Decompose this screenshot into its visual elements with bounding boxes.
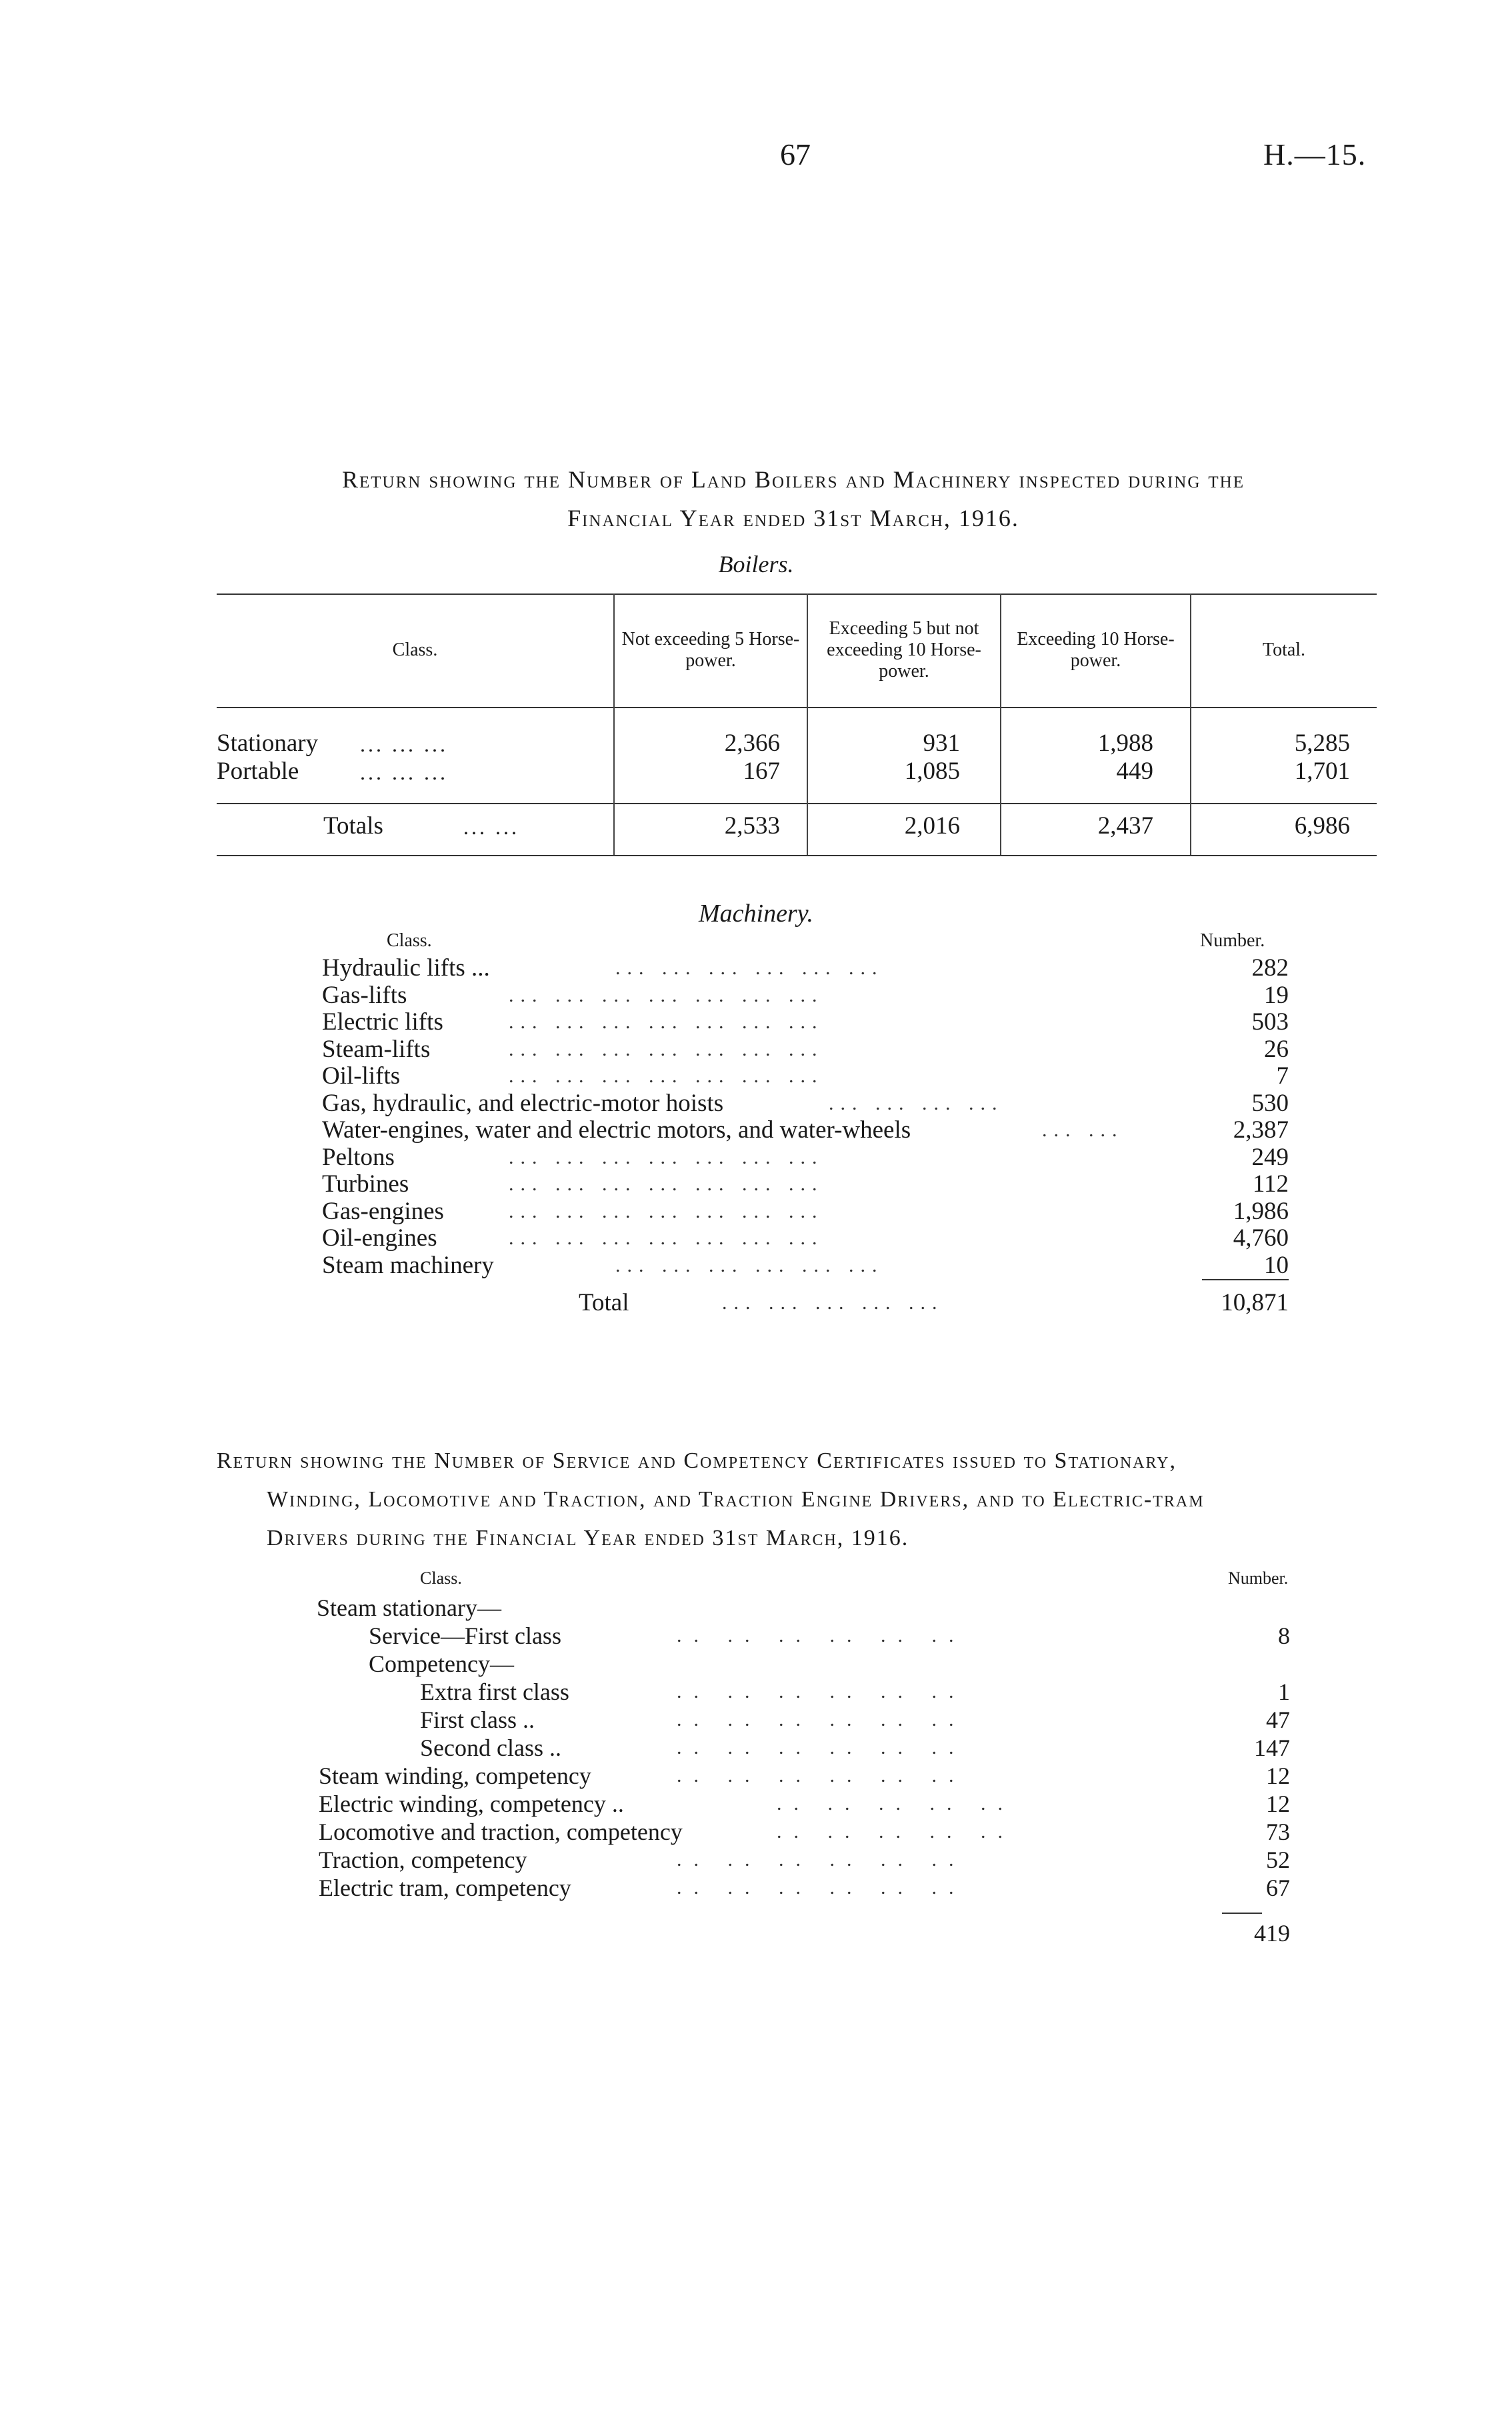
item-value: 147 xyxy=(1254,1734,1290,1761)
certificates-title-line-1: Return showing the Number of Service and Competency Certificates issued to Stationary, xyxy=(217,1448,1177,1473)
certificates-title-line-2: Winding, Locomotive and Traction, and Traction Engine Drivers, and to Electric-tram xyxy=(267,1487,1205,1512)
total-rule xyxy=(1222,1913,1262,1914)
boilers-title-line-2: Financial Year ended 31st March, 1916. xyxy=(567,505,1019,531)
row-label-portable: Portable xyxy=(217,758,299,785)
boilers-table xyxy=(217,593,1377,858)
item-label: Gas-engines xyxy=(322,1197,444,1225)
boilers-title-line-1: Return showing the Number of Land Boilers and Machinery inspected during the xyxy=(342,466,1245,493)
item-label: Electric lifts xyxy=(322,1008,443,1036)
item-value: 4,760 xyxy=(1233,1224,1289,1252)
list-item: Electric winding, competency .. .. .. .. .. .. 12 xyxy=(319,1790,1290,1817)
item-value: 530 xyxy=(1251,1089,1289,1117)
list-item: Gas-lifts ... ... ... ... ... ... ... 19 xyxy=(322,981,1289,1009)
item-value: 12 xyxy=(1266,1790,1290,1817)
table-cell: 2,533 xyxy=(724,812,780,840)
table-cell: 6,986 xyxy=(1294,812,1350,840)
item-label: Hydraulic lifts ... xyxy=(322,954,490,982)
machinery-number-header: Number. xyxy=(1200,930,1265,951)
item-label: Gas, hydraulic, and electric-motor hoists xyxy=(322,1089,724,1117)
leader-dots: ... ... ... xyxy=(360,760,448,784)
item-value: 503 xyxy=(1251,1008,1289,1036)
list-item: Second class .. .. .. .. .. .. .. 147 xyxy=(420,1734,1290,1761)
table-cell: 1,988 xyxy=(1097,730,1153,757)
page-number: 67 xyxy=(780,137,811,171)
list-item: Peltons ... ... ... ... ... ... ... 249 xyxy=(322,1143,1289,1171)
boilers-subtitle: Boilers. xyxy=(718,551,794,577)
item-value: 73 xyxy=(1266,1818,1290,1845)
item-value: 12 xyxy=(1266,1762,1290,1789)
table-header-rule xyxy=(217,707,1377,708)
list-item: Turbines ... ... ... ... ... ... ... 112 xyxy=(322,1170,1289,1198)
certificates-return-title xyxy=(217,1442,1390,1558)
item-value: 1,986 xyxy=(1233,1197,1289,1225)
table-totals-rule xyxy=(217,803,1377,804)
list-item xyxy=(317,1594,1290,1622)
list-item: Steam-lifts ... ... ... ... ... ... ... 26 xyxy=(322,1035,1289,1063)
item-label: First class .. xyxy=(420,1706,535,1733)
item-value: 52 xyxy=(1266,1847,1290,1873)
table-bottom-rule xyxy=(217,855,1377,856)
total-label: Total xyxy=(579,1288,629,1316)
list-item: Steam machinery ... ... ... ... ... ... 10 xyxy=(322,1251,1289,1279)
item-value: 112 xyxy=(1252,1170,1289,1198)
item-label: Locomotive and traction, competency xyxy=(319,1818,683,1845)
table-cell: 2,366 xyxy=(724,730,780,757)
list-item: Electric lifts ... ... ... ... ... ... ... 503 xyxy=(322,1008,1289,1036)
item-value: 7 xyxy=(1276,1062,1289,1090)
item-label: Traction, competency xyxy=(319,1847,527,1873)
table-cell: 1,701 xyxy=(1294,758,1350,785)
item-label: Steam stationary— xyxy=(317,1594,501,1621)
list-item: Water-engines, water and electric motors, and water-wheels ... ... 2,387 xyxy=(322,1116,1289,1144)
item-label: Electric tram, competency xyxy=(319,1875,571,1901)
item-value: 1 xyxy=(1278,1678,1290,1705)
list-item xyxy=(317,1650,1290,1678)
item-label: Steam-lifts xyxy=(322,1035,431,1063)
list-item: Steam winding, competency .. .. .. .. .. .. 12 xyxy=(319,1762,1290,1789)
list-item: Electric tram, competency .. .. .. .. .. .. 67 xyxy=(319,1875,1290,1901)
row-label-totals: Totals xyxy=(323,812,383,840)
list-item: Service—First class .. .. .. .. .. .. 8 xyxy=(369,1622,1290,1649)
machinery-class-header: Class. xyxy=(387,930,432,951)
item-label: Steam machinery xyxy=(322,1251,494,1279)
table-cell: 931 xyxy=(923,730,960,757)
certificates-list xyxy=(317,1594,1290,1947)
column-header-exceeding-10: Exceeding 10 Horse-power. xyxy=(1017,629,1175,671)
list-total: Total ... ... ... ... ... 10,871 xyxy=(579,1288,1289,1316)
item-value: 8 xyxy=(1278,1622,1290,1649)
item-label: Oil-lifts xyxy=(322,1062,401,1090)
item-label: Extra first class xyxy=(420,1678,569,1705)
item-label: Electric winding, competency .. xyxy=(319,1790,624,1817)
item-label: Gas-lifts xyxy=(322,981,407,1009)
boilers-return-title xyxy=(193,460,1393,537)
leader-dots: ... ... ... xyxy=(360,732,448,756)
item-label: Service—First class xyxy=(369,1622,561,1649)
machinery-list xyxy=(322,955,1289,1319)
column-header-class: Class. xyxy=(392,640,438,660)
column-header-total: Total. xyxy=(1262,640,1306,660)
item-label: Water-engines, water and electric motors, and water-wheels xyxy=(322,1116,911,1144)
total-value: 419 xyxy=(1254,1920,1290,1947)
item-label: Oil-engines xyxy=(322,1224,437,1252)
item-value: 10 xyxy=(1202,1252,1289,1280)
list-item: Extra first class .. .. .. .. .. .. 1 xyxy=(420,1678,1290,1705)
table-cell: 449 xyxy=(1116,758,1153,785)
certificates-number-header: Number. xyxy=(1228,1568,1289,1588)
list-item: First class .. .. .. .. .. .. .. 47 xyxy=(420,1706,1290,1733)
machinery-subtitle: Machinery. xyxy=(698,900,813,928)
item-value: 2,387 xyxy=(1233,1116,1289,1144)
item-value: 67 xyxy=(1266,1875,1290,1901)
table-cell: 2,016 xyxy=(904,812,960,840)
item-label: Steam winding, competency xyxy=(319,1762,591,1789)
table-cell: 5,285 xyxy=(1294,730,1350,757)
table-cell: 2,437 xyxy=(1097,812,1153,840)
item-label: Peltons xyxy=(322,1143,395,1171)
column-header-not-exceeding-5: Not exceeding 5 Horse-power. xyxy=(621,629,800,671)
list-item: Traction, competency .. .. .. .. .. .. 52 xyxy=(319,1847,1290,1873)
item-label: Competency— xyxy=(369,1650,514,1677)
certificates-title-line-3: Drivers during the Financial Year ended 31st March, 1916. xyxy=(267,1526,909,1550)
item-label: Turbines xyxy=(322,1170,409,1198)
row-label-stationary: Stationary xyxy=(217,730,319,757)
item-value: 47 xyxy=(1266,1706,1290,1733)
item-value: 249 xyxy=(1251,1143,1289,1171)
sheet-reference: H.—15. xyxy=(1263,137,1367,171)
list-total xyxy=(317,1919,1290,1947)
total-rule-row xyxy=(317,1913,1290,1919)
list-item: Gas, hydraulic, and electric-motor hoists ... ... ... ... 530 xyxy=(322,1089,1289,1117)
list-item: Oil-engines ... ... ... ... ... ... ... 4,760 xyxy=(322,1224,1289,1252)
list-item: Hydraulic lifts ... ... ... ... ... ... ... 282 xyxy=(322,954,1289,982)
item-value: 19 xyxy=(1264,981,1289,1009)
list-item: Oil-lifts ... ... ... ... ... ... ... 7 xyxy=(322,1062,1289,1090)
certificates-class-header: Class. xyxy=(420,1568,462,1588)
item-value: 26 xyxy=(1264,1035,1289,1063)
total-value: 10,871 xyxy=(1221,1288,1289,1316)
column-header-5-to-10: Exceeding 5 but not exceeding 10 Horse-power. xyxy=(827,618,981,682)
table-cell: 1,085 xyxy=(904,758,960,785)
item-value: 282 xyxy=(1251,954,1289,982)
list-item: Locomotive and traction, competency .. .. .. .. .. 73 xyxy=(319,1818,1290,1845)
item-label: Second class .. xyxy=(420,1734,561,1761)
leader-dots: ... ... xyxy=(463,815,519,839)
table-cell: 167 xyxy=(743,758,780,785)
list-item: Gas-engines ... ... ... ... ... ... ... 1,986 xyxy=(322,1197,1289,1225)
